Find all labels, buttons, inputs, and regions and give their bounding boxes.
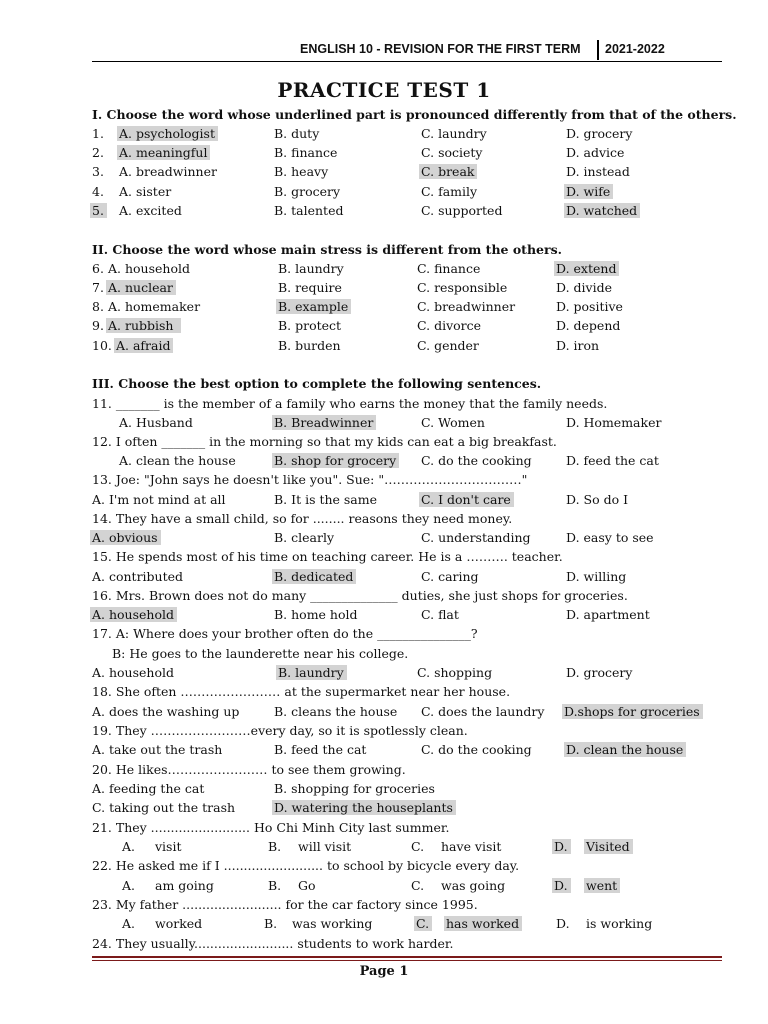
option-d: D. feed the cat — [566, 453, 659, 468]
option-d: D. positive — [556, 299, 623, 314]
option-a: worked — [155, 916, 203, 931]
options-row — [0, 781, 768, 799]
option-c: C. divorce — [417, 318, 482, 333]
option-a: A. obvious — [90, 530, 161, 545]
option-b: B. protect — [278, 318, 342, 333]
question-stem: 16. Mrs. Brown does not do many ______________ duties, she just shops for groceries. — [92, 588, 628, 603]
item-number: 4. — [92, 184, 104, 199]
options-row — [0, 415, 768, 433]
option-d: D. watering the houseplants — [272, 800, 456, 815]
option-b-letter: B. — [268, 878, 282, 893]
option-a: A. household — [92, 665, 174, 680]
item-number: 2. — [92, 145, 104, 160]
option-c: C. flat — [421, 607, 459, 622]
option-d: D. apartment — [566, 607, 650, 622]
options-row — [0, 569, 768, 587]
options-row — [0, 916, 768, 934]
option-d-letter: D. — [556, 916, 570, 931]
option-c: C. Women — [421, 415, 485, 430]
option-b: will visit — [298, 839, 352, 854]
option-d: is working — [586, 916, 653, 931]
question-stem: 14. They have a small child, so for ........ reasons they need money. — [92, 511, 513, 526]
options-row — [0, 704, 768, 722]
list-item — [0, 280, 768, 298]
question-stem: 13. Joe: "John says he doesn't like you". Sue: "……………………………" — [92, 472, 528, 487]
list-item — [0, 338, 768, 356]
option-d: D. willing — [566, 569, 627, 584]
option-a: A. nuclear — [106, 280, 176, 295]
option-b: B. require — [278, 280, 342, 295]
option-b: was working — [292, 916, 373, 931]
option-b: B. grocery — [274, 184, 341, 199]
item-number: 6. — [92, 261, 104, 276]
list-item — [0, 299, 768, 317]
option-c: C. understanding — [421, 530, 531, 545]
option-c-letter: C. — [411, 878, 425, 893]
question-stem: 11. _______ is the member of a family who earns the money that the family needs. — [92, 396, 608, 411]
section-3-heading: III. Choose the best option to complete the following sentences. — [92, 376, 542, 391]
option-d: D. watched — [564, 203, 640, 218]
option-d: D. Homemaker — [566, 415, 662, 430]
option-d: D. divide — [556, 280, 612, 295]
option-b: B. feed the cat — [274, 742, 367, 757]
option-a: A. household — [90, 607, 177, 622]
list-item — [0, 184, 768, 202]
option-c: C. I don't care — [419, 492, 514, 507]
item-number: 1. — [92, 126, 104, 141]
option-b-letter: B. — [264, 916, 278, 931]
option-c: C. does the laundry — [421, 704, 545, 719]
options-row — [0, 530, 768, 548]
option-c-letter: C. — [414, 916, 432, 931]
item-number: 10. — [92, 338, 112, 353]
option-a: A. homemaker — [108, 299, 201, 314]
option-d: went — [584, 878, 620, 893]
option-a: A. feeding the cat — [92, 781, 205, 796]
option-d: Visited — [584, 839, 633, 854]
question-stem: 17. A: Where does your brother often do the _______________? — [92, 626, 478, 641]
option-d: D. instead — [566, 164, 630, 179]
options-row — [0, 800, 768, 818]
option-d: D. grocery — [566, 126, 633, 141]
option-d: D. wife — [564, 184, 613, 199]
option-d: D. grocery — [566, 665, 633, 680]
option-a: A. contributed — [92, 569, 184, 584]
option-b: B. heavy — [274, 164, 329, 179]
option-b: B. home hold — [274, 607, 358, 622]
option-a: A. sister — [119, 184, 172, 199]
option-c: C. finance — [417, 261, 481, 276]
option-c: C. caring — [421, 569, 479, 584]
option-a: A. psychologist — [117, 126, 218, 141]
option-d: D. easy to see — [566, 530, 654, 545]
question-stem: 12. I often _______ in the morning so that my kids can eat a big breakfast. — [92, 434, 557, 449]
question-stem: 23. My father ......................... for the car factory since 1995. — [92, 897, 478, 912]
question-stem: 22. He asked me if I ......................... to school by bicycle every day. — [92, 858, 520, 873]
options-row — [0, 665, 768, 683]
option-b-letter: B. — [268, 839, 282, 854]
option-d: D. depend — [556, 318, 621, 333]
option-a: A. household — [108, 261, 190, 276]
option-a: A. breadwinner — [119, 164, 217, 179]
option-a: visit — [155, 839, 182, 854]
option-d: D. So do I — [566, 492, 629, 507]
footer-rule-thin — [92, 960, 722, 961]
option-b: B. duty — [274, 126, 320, 141]
option-c-letter: C. — [411, 839, 425, 854]
option-c: has worked — [444, 916, 522, 931]
item-number: 3. — [92, 164, 104, 179]
option-b: Go — [298, 878, 316, 893]
option-b: B. talented — [274, 203, 344, 218]
option-d: D. iron — [556, 338, 600, 353]
option-d: D. clean the house — [564, 742, 686, 757]
list-item — [0, 261, 768, 279]
section-1-heading: I. Choose the word whose underlined part is pronounced differently from that of the others. — [92, 107, 737, 122]
option-c: C. break — [419, 164, 477, 179]
option-b: B. shop for grocery — [272, 453, 399, 468]
option-b: B. finance — [274, 145, 338, 160]
question-stem: 20. He likes…………………… to see them growing. — [92, 762, 406, 777]
option-b: B. Breadwinner — [272, 415, 376, 430]
option-d-letter: D. — [552, 878, 571, 893]
option-c: C. taking out the trash — [92, 800, 236, 815]
option-c: C. society — [421, 145, 483, 160]
option-a: A. does the washing up — [92, 704, 240, 719]
question-stem: 19. They ……………………every day, so it is spotlessly clean. — [92, 723, 468, 738]
list-item — [0, 164, 768, 182]
question-stem-reply: B: He goes to the launderette near his college. — [112, 646, 409, 661]
item-number: 9. — [92, 318, 104, 333]
option-b: B. cleans the house — [274, 704, 398, 719]
item-number: 5. — [90, 203, 107, 218]
option-d: D.shops for groceries — [562, 704, 703, 719]
options-row — [0, 607, 768, 625]
page-title: PRACTICE TEST 1 — [277, 78, 491, 102]
question-stem: 24. They usually......................... students to work harder. — [92, 936, 454, 951]
option-c: was going — [441, 878, 506, 893]
option-c: have visit — [441, 839, 502, 854]
option-c: C. responsible — [417, 280, 508, 295]
option-b: B. shopping for groceries — [274, 781, 435, 796]
option-c: C. gender — [417, 338, 479, 353]
page-number: Page 1 — [359, 964, 409, 979]
option-a-letter: A. — [122, 878, 136, 893]
options-row — [0, 839, 768, 857]
footer-rule — [92, 956, 722, 958]
option-a: A. afraid — [114, 338, 173, 353]
option-c: C. supported — [421, 203, 503, 218]
option-c: C. breadwinner — [417, 299, 516, 314]
option-d: D. advice — [566, 145, 625, 160]
running-header — [300, 40, 730, 60]
options-row — [0, 453, 768, 471]
option-b: B. clearly — [274, 530, 335, 545]
list-item — [0, 203, 768, 221]
option-b: B. laundry — [276, 665, 347, 680]
item-number: 7. — [92, 280, 104, 295]
option-a: A. clean the house — [119, 453, 236, 468]
option-d: D. extend — [554, 261, 619, 276]
options-row — [0, 492, 768, 510]
option-a: A. take out the trash — [92, 742, 223, 757]
option-a-letter: A. — [122, 839, 136, 854]
option-a: A. meaningful — [117, 145, 210, 160]
option-a: A. Husband — [119, 415, 193, 430]
option-a: am going — [155, 878, 214, 893]
options-row — [0, 878, 768, 896]
item-number: 8. — [92, 299, 104, 314]
section-2-heading: II. Choose the word whose main stress is different from the others. — [92, 242, 562, 257]
option-b: B. example — [276, 299, 351, 314]
question-stem: 18. She often …………………… at the supermarket near her house. — [92, 684, 511, 699]
header-year: 2021-2022 — [605, 42, 665, 56]
list-item — [0, 318, 768, 336]
option-c: C. do the cooking — [421, 453, 532, 468]
option-c: C. family — [421, 184, 478, 199]
question-stem: 15. He spends most of his time on teaching career. He is a ………. teacher. — [92, 549, 563, 564]
option-a: A. I'm not mind at all — [92, 492, 226, 507]
option-b: B. burden — [278, 338, 341, 353]
header-divider — [597, 40, 599, 60]
option-c: C. do the cooking — [421, 742, 532, 757]
options-row — [0, 742, 768, 760]
list-item — [0, 126, 768, 144]
option-a: A. rubbish — [106, 318, 181, 333]
header-title: ENGLISH 10 - REVISION FOR THE FIRST TERM — [300, 42, 581, 56]
option-d-letter: D. — [552, 839, 571, 854]
question-stem: 21. They ......................... Ho Chi Minh City last summer. — [92, 820, 450, 835]
option-a: A. excited — [119, 203, 182, 218]
option-c: C. laundry — [421, 126, 487, 141]
option-b: B. It is the same — [274, 492, 378, 507]
option-b: B. dedicated — [272, 569, 356, 584]
header-rule — [92, 61, 722, 62]
list-item — [0, 145, 768, 163]
option-a-letter: A. — [122, 916, 136, 931]
option-c: C. shopping — [417, 665, 493, 680]
option-b: B. laundry — [278, 261, 344, 276]
